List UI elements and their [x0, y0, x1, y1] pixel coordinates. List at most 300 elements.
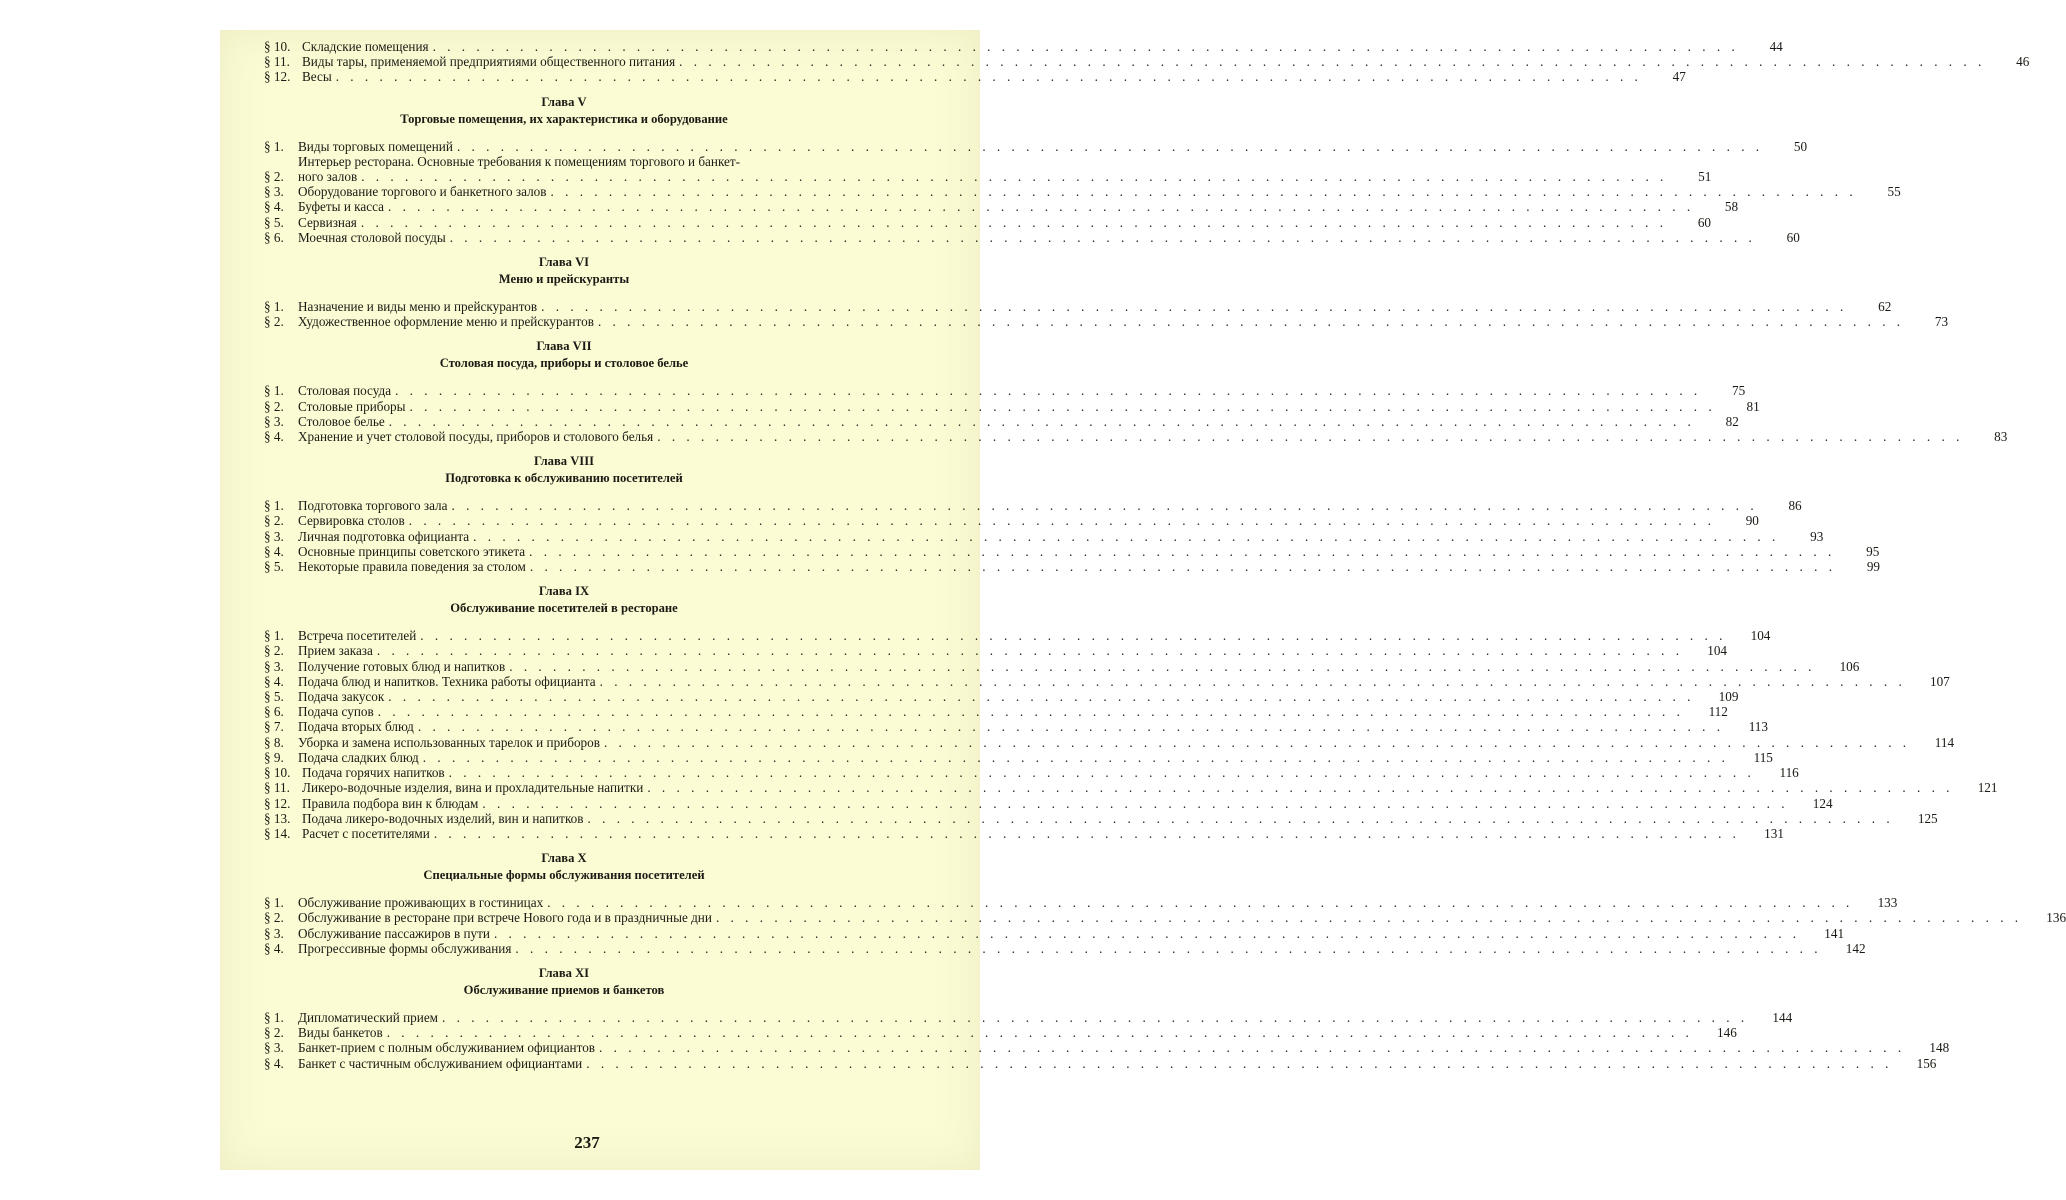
section-number: § 4.	[264, 429, 284, 445]
page-reference: 46	[2016, 54, 2030, 70]
dot-leader: . . . . . . . . . . . . . . . . . . . . . . . . . . . . . . . . . . . . . . . . . . . . . . . . . . . . . . . . . . . . . . . . . . . . . . . . . . . . . . . . . . . . . . . . . .	[409, 398, 1716, 414]
section-title: Весы	[302, 69, 332, 85]
dot-leader: . . . . . . . . . . . . . . . . . . . . . . . . . . . . . . . . . . . . . . . . . . . . . . . . . . . . . . . . . . . . . . . . . . . . . . . . . . . . . . . . . . . . . . . . . .	[432, 39, 1739, 54]
section-title-block	[294, 628, 1726, 643]
toc-entry[interactable]	[264, 498, 1802, 514]
section-number: § 4.	[264, 1055, 284, 1071]
section-title-block	[294, 230, 1756, 245]
section-title: Банкет с частичным обслуживанием официантами	[298, 1055, 583, 1071]
toc-entry[interactable]	[264, 1025, 1737, 1041]
page-reference: 131	[1764, 825, 1784, 841]
section-title-line	[298, 139, 1763, 154]
section-title-block	[294, 735, 1910, 750]
section-title-line	[298, 704, 1684, 719]
section-title-block	[294, 314, 1904, 329]
toc-entry[interactable]	[264, 765, 1799, 781]
section-title-line	[298, 383, 1701, 398]
page-reference: 106	[1839, 658, 1860, 674]
section-title-block	[294, 199, 1694, 214]
section-title-line	[302, 54, 1985, 69]
page-reference: 83	[1994, 429, 2008, 445]
section-title-block	[294, 184, 1857, 199]
section-title: Подача горячих напитков	[302, 765, 445, 781]
section-title-line	[298, 750, 1729, 765]
section-title: Некоторые правила поведения за столом	[298, 559, 526, 575]
section-title-line	[302, 826, 1740, 841]
section-number: § 2.	[264, 643, 284, 659]
section-title-line	[298, 230, 1756, 245]
chapter-heading: Глава XI	[538, 965, 590, 980]
dot-leader: . . . . . . . . . . . . . . . . . . . . . . . . . . . . . . . . . . . . . . . . . . . . . . . . . . . . . . . . . . . . . . . . . . . . . . . . . . . . . . . . . . . . . . . . . .	[473, 528, 1780, 544]
chapter-title: Специальные формы обслуживания посетителей	[423, 868, 705, 883]
section-title-block	[294, 513, 1715, 528]
dot-leader: . . . . . . . . . . . . . . . . . . . . . . . . . . . . . . . . . . . . . . . . . . . . . . . . . . . . . . . . . . . . . . . . . . . . . . . . . . . . . . . . . . . . . . . . . .	[603, 734, 1911, 750]
toc-entry[interactable]	[264, 810, 1938, 826]
toc-entry[interactable]	[264, 643, 1727, 659]
section-title-block	[294, 399, 1716, 414]
chapter-title: Обслуживание посетителей в ресторане	[450, 601, 678, 616]
section-number: § 4.	[264, 673, 284, 689]
section-number: § 5.	[264, 214, 284, 230]
toc-entry[interactable]	[264, 704, 1728, 720]
chapter-header	[264, 339, 904, 371]
chapter-header	[264, 454, 904, 486]
section-title: Художественное оформление меню и прейскурантов	[298, 314, 594, 330]
dot-leader: . . . . . . . . . . . . . . . . . . . . . . . . . . . . . . . . . . . . . . . . . . . . . . . . . . . . . . . . . . . . . . . . . . . . . . . . . . . . . . . . . . . . . . . . . .	[361, 169, 1668, 185]
dot-leader: . . . . . . . . . . . . . . . . . . . . . . . . . . . . . . . . . . . . . . . . . . . . . . . . . . . . . . . . . . . . . . . . . . . . . . . . . . . . . . . . . . . . . . . . . .	[657, 429, 1964, 445]
section-title-block	[298, 69, 1642, 84]
section-title-line	[298, 941, 1822, 956]
dot-leader: . . . . . . . . . . . . . . . . . . . . . . . . . . . . . . . . . . . . . . . . . . . . . . . . . . . . . . . . . . . . . . . . . . . . . . . . . . . . . . . . . . . . . . . . . .	[493, 925, 1801, 941]
page-reference: 75	[1732, 383, 1746, 399]
toc-entry[interactable]	[264, 749, 1773, 765]
section-title-block	[294, 704, 1684, 719]
section-title: Основные принципы советского этикета	[298, 543, 526, 559]
section-title-block	[298, 811, 1894, 826]
toc-entry[interactable]	[264, 925, 1845, 941]
section-title-line	[298, 719, 1724, 734]
section-number: § 3.	[264, 413, 284, 429]
page-reference: 113	[1748, 719, 1768, 735]
section-title-line	[298, 544, 1835, 559]
page-reference: 55	[1887, 184, 1901, 200]
dot-leader: . . . . . . . . . . . . . . . . . . . . . . . . . . . . . . . . . . . . . . . . . . . . . . . . . . . . . . . . . . . . . . . . . . . . . . . . . . . . . . . . . . . . . . . . . .	[515, 940, 1822, 956]
dot-leader: . . . . . . . . . . . . . . . . . . . . . . . . . . . . . . . . . . . . . . . . . . . . . . . . . . . . . . . . . . . . . . . . . . . . . . . . . . . . . . . . . . . . . . . . . .	[386, 1025, 1693, 1041]
page-reference: 114	[1934, 734, 1955, 750]
toc-entry[interactable]	[264, 229, 1800, 245]
section-title: Правила подбора вин к блюдам	[302, 795, 479, 811]
toc-entry[interactable]	[264, 429, 2008, 445]
section-title-block	[294, 299, 1847, 314]
page-number: 237	[574, 1133, 600, 1152]
spacer	[264, 998, 904, 1010]
section-title: Подача ликеро-водочных изделий, вин и напитков	[302, 810, 584, 826]
section-title: Подача закусок	[298, 689, 385, 705]
page-reference: 60	[1786, 229, 1800, 245]
section-number: § 11.	[264, 780, 290, 796]
toc-entry[interactable]	[264, 398, 1760, 414]
section-title: Подача блюд и напитков. Техника работы официанта	[298, 673, 596, 689]
chapter-heading: Глава VII	[536, 339, 592, 354]
section-title-line	[298, 1056, 1892, 1071]
section-title-block	[298, 39, 1739, 54]
dot-leader: . . . . . . . . . . . . . . . . . . . . . . . . . . . . . . . . . . . . . . . . . . . . . . . . . . . . . . . . . . . . . . . . . . . . . . . . . . . . . . . . . . . . . . . . . .	[376, 643, 1683, 659]
toc-entry[interactable]	[264, 1040, 1950, 1056]
dot-leader: . . . . . . . . . . . . . . . . . . . . . . . . . . . . . . . . . . . . . . . . . . . . . . . . . . . . . . . . . . . . . . . . . . . . . . . . . . . . . . . . . . . . . . . . . .	[547, 895, 1854, 911]
section-title-line	[298, 659, 1815, 674]
section-title: Получение готовых блюд и напитков	[298, 658, 506, 674]
toc-entry[interactable]	[264, 1055, 1937, 1071]
page-reference: 58	[1724, 199, 1739, 215]
page-reference: 121	[1977, 780, 1998, 796]
section-title: Столовая посуда	[298, 383, 392, 399]
section-title: Столовое белье	[298, 413, 385, 429]
section-title-block	[298, 780, 1953, 795]
section-title-block	[298, 826, 1740, 841]
dot-leader: . . . . . . . . . . . . . . . . . . . . . . . . . . . . . . . . . . . . . . . . . . . . . . . . . . . . . . . . . . . . . . . . . . . . . . . . . . . . . . . . . . . . . . . . . .	[482, 795, 1789, 811]
toc-entry[interactable]	[264, 39, 1783, 54]
section-title: Обслуживание пассажиров в пути	[298, 925, 490, 941]
section-number: § 4.	[264, 940, 284, 956]
dot-leader: . . . . . . . . . . . . . . . . . . . . . . . . . . . . . . . . . . . . . . . . . . . . . . . . . . . . . . . . . . . . . . . . . . . . . . . . . . . . . . . . . . . . . . . . . .	[422, 749, 1729, 765]
page-reference: 133	[1877, 895, 1898, 911]
spacer	[264, 329, 904, 339]
page-reference: 146	[1717, 1025, 1737, 1041]
toc-entry[interactable]	[264, 940, 1866, 956]
toc-entry[interactable]	[264, 795, 1833, 811]
section-title: Подача вторых блюд	[298, 719, 414, 735]
toc-entry[interactable]	[264, 214, 1712, 230]
page-reference: 148	[1929, 1040, 1950, 1056]
toc-entry[interactable]	[264, 628, 1771, 644]
dot-leader: . . . . . . . . . . . . . . . . . . . . . . . . . . . . . . . . . . . . . . . . . . . . . . . . . . . . . . . . . . . . . . . . . . . . . . . . . . . . . . . . . . . . . . . . . .	[456, 138, 1764, 154]
section-title-continuation: ного залов	[298, 169, 358, 185]
spacer	[264, 956, 904, 966]
toc-entry[interactable]	[264, 734, 1955, 750]
toc-entry[interactable]	[264, 1009, 1793, 1025]
spacer	[264, 883, 904, 895]
page-reference: 109	[1718, 689, 1739, 705]
section-title-line	[302, 811, 1894, 826]
section-title-line	[302, 69, 1642, 84]
page-reference: 104	[1707, 643, 1727, 659]
toc-entry[interactable]	[264, 658, 1860, 674]
section-title-block	[294, 139, 1763, 154]
page-reference: 47	[1672, 69, 1686, 85]
section-title-line	[298, 643, 1683, 658]
section-title-line	[298, 895, 1853, 910]
section-title-block	[294, 750, 1729, 765]
page-reference: 50	[1793, 138, 1808, 154]
section-title: Виды тары, применяемой предприятиями общественного питания	[302, 54, 676, 70]
toc-entry[interactable]	[264, 314, 1949, 330]
chapter-heading: Глава X	[541, 851, 587, 866]
section-title-block	[294, 154, 1667, 184]
section-title-line	[298, 184, 1857, 199]
section-title-line	[302, 780, 1953, 795]
section-number: § 13.	[264, 810, 291, 826]
spacer	[264, 127, 904, 139]
section-title-block	[294, 674, 1906, 689]
toc-entry[interactable]	[264, 184, 1901, 200]
chapter-header	[264, 851, 904, 883]
section-title-block	[294, 643, 1683, 658]
section-title: Расчет с посетителями	[302, 825, 430, 841]
section-title: Буфеты и касса	[298, 199, 384, 215]
toc-entry[interactable]	[264, 559, 1880, 575]
spacer	[264, 574, 904, 584]
section-number: § 6.	[264, 229, 284, 245]
dot-leader: . . . . . . . . . . . . . . . . . . . . . . . . . . . . . . . . . . . . . . . . . . . . . . . . . . . . . . . . . . . . . . . . . . . . . . . . . . . . . . . . . . . . . . . . . .	[433, 825, 1740, 841]
dot-leader: . . . . . . . . . . . . . . . . . . . . . . . . . . . . . . . . . . . . . . . . . . . . . . . . . . . . . . . . . . . . . . . . . . . . . . . . . . . . . . . . . . . . . . . . . .	[417, 719, 1724, 735]
section-number: § 10.	[264, 765, 291, 781]
chapter-heading: Глава IX	[538, 584, 590, 599]
section-title-line	[298, 735, 1910, 750]
dot-leader: . . . . . . . . . . . . . . . . . . . . . . . . . . . . . . . . . . . . . . . . . . . . . . . . . . . . . . . . . . . . . . . . . . . . . . . . . . . . . . . . . . . . . . . . . .	[420, 628, 1727, 644]
dot-leader: . . . . . . . . . . . . . . . . . . . . . . . . . . . . . . . . . . . . . . . . . . . . . . . . . . . . . . . . . . . . . . . . . . . . . . . . . . . . . . . . . . . . . . . . . .	[647, 780, 1954, 796]
section-title-line	[298, 689, 1694, 704]
page-reference: 82	[1725, 413, 1739, 429]
section-number: § 1.	[264, 895, 284, 911]
section-title-line	[302, 765, 1755, 780]
section-title-line	[298, 1010, 1748, 1025]
section-title: Банкет-прием с полным обслуживанием официантов	[298, 1040, 596, 1056]
dot-leader: . . . . . . . . . . . . . . . . . . . . . . . . . . . . . . . . . . . . . . . . . . . . . . . . . . . . . . . . . . . . . . . . . . . . . . . . . . . . . . . . . . . . . . . . . .	[335, 69, 1642, 85]
spacer	[264, 841, 904, 851]
section-title-line	[298, 926, 1800, 941]
page-reference: 90	[1745, 513, 1759, 529]
section-number: § 2.	[264, 314, 284, 330]
section-number: § 3.	[264, 1040, 284, 1056]
section-title: Обслуживание проживающих в гостиницах	[298, 895, 544, 911]
dot-leader: . . . . . . . . . . . . . . . . . . . . . . . . . . . . . . . . . . . . . . . . . . . . . . . . . . . . . . . . . . . . . . . . . . . . . . . . . . . . . . . . . . . . . . . . . .	[599, 1040, 1906, 1056]
toc-entry[interactable]	[264, 719, 1768, 735]
section-title: Интерьер ресторана. Основные требования к помещениям торгового и банкет-	[298, 153, 741, 169]
section-title-line	[298, 199, 1694, 214]
page-reference: 124	[1812, 795, 1833, 811]
dot-leader: . . . . . . . . . . . . . . . . . . . . . . . . . . . . . . . . . . . . . . . . . . . . . . . . . . . . . . . . . . . . . . . . . . . . . . . . . . . . . . . . . . . . . . . . . .	[529, 543, 1836, 559]
spacer	[264, 486, 904, 498]
toc-entry[interactable]	[264, 199, 1739, 215]
toc-entry[interactable]	[264, 910, 2066, 926]
dot-leader: . . . . . . . . . . . . . . . . . . . . . . . . . . . . . . . . . . . . . . . . . . . . . . . . . . . . . . . . . . . . . . . . . . . . . . . . . . . . . . . . . . . . . . . . . .	[550, 184, 1857, 200]
section-title-line	[298, 628, 1726, 643]
section-title-line	[298, 559, 1836, 574]
section-title-block	[294, 529, 1779, 544]
section-title-line	[298, 314, 1904, 329]
section-number: § 1.	[264, 383, 284, 399]
dot-leader: . . . . . . . . . . . . . . . . . . . . . . . . . . . . . . . . . . . . . . . . . . . . . . . . . . . . . . . . . . . . . . . . . . . . . . . . . . . . . . . . . . . . . . . . . .	[597, 314, 1905, 330]
section-title-line	[298, 1040, 1905, 1055]
dot-leader: . . . . . . . . . . . . . . . . . . . . . . . . . . . . . . . . . . . . . . . . . . . . . . . . . . . . . . . . . . . . . . . . . . . . . . . . . . . . . . . . . . . . . . . . . .	[451, 498, 1758, 514]
toc-entry[interactable]	[264, 689, 1739, 705]
section-title: Сервировка столов	[298, 513, 405, 529]
section-title: Назначение и виды меню и прейскурантов	[298, 299, 538, 315]
spacer	[264, 245, 904, 255]
section-number: § 9.	[264, 749, 284, 765]
table-of-contents	[264, 39, 2066, 1071]
chapter-title: Подготовка к обслуживанию посетителей	[445, 471, 683, 486]
dot-leader: . . . . . . . . . . . . . . . . . . . . . . . . . . . . . . . . . . . . . . . . . . . . . . . . . . . . . . . . . . . . . . . . . . . . . . . . . . . . . . . . . . . . . . . . . .	[587, 810, 1894, 826]
spacer	[264, 371, 904, 383]
chapter-heading: Глава VIII	[534, 454, 594, 469]
page-reference: 142	[1845, 940, 1866, 956]
section-title-block	[294, 1025, 1693, 1040]
toc-entry[interactable]	[264, 513, 1759, 529]
page-reference: 99	[1866, 559, 1880, 575]
section-title: Личная подготовка официанта	[298, 528, 470, 544]
section-number: § 4.	[264, 543, 284, 559]
section-title-line	[298, 529, 1779, 544]
section-title-line	[298, 399, 1716, 414]
section-title-block	[294, 414, 1695, 429]
chapter-heading: Глава V	[541, 94, 587, 109]
spacer	[264, 444, 904, 454]
chapter-title: Столовая посуда, приборы и столовое белье	[439, 356, 689, 371]
section-number: § 12.	[264, 69, 291, 85]
page-reference: 93	[1810, 528, 1824, 544]
page-reference: 116	[1779, 765, 1799, 781]
page-reference: 156	[1916, 1055, 1937, 1071]
section-title-block	[294, 1010, 1748, 1025]
page-reference: 51	[1698, 169, 1712, 185]
section-title: Виды торговых помещений	[298, 138, 453, 154]
section-number: § 7.	[264, 719, 284, 735]
section-number: § 2.	[264, 1025, 284, 1041]
section-title-block	[294, 941, 1822, 956]
page-reference: 141	[1824, 925, 1845, 941]
dot-leader: . . . . . . . . . . . . . . . . . . . . . . . . . . . . . . . . . . . . . . . . . . . . . . . . . . . . . . . . . . . . . . . . . . . . . . . . . . . . . . . . . . . . . . . . . .	[388, 413, 1695, 429]
section-title: Складские помещения	[302, 39, 429, 54]
section-title-line	[298, 1025, 1693, 1040]
chapter-header	[264, 95, 904, 127]
section-title-block	[298, 54, 1985, 69]
toc-entry[interactable]	[264, 543, 1880, 559]
section-number: § 3.	[264, 184, 284, 200]
section-title-block	[294, 689, 1694, 704]
page-reference: 73	[1934, 314, 1949, 330]
section-number: § 3.	[264, 925, 284, 941]
page-reference: 125	[1917, 810, 1938, 826]
section-title-block	[294, 215, 1667, 230]
dot-leader: . . . . . . . . . . . . . . . . . . . . . . . . . . . . . . . . . . . . . . . . . . . . . . . . . . . . . . . . . . . . . . . . . . . . . . . . . . . . . . . . . . . . . . . . . .	[449, 229, 1756, 245]
section-title: Виды банкетов	[298, 1025, 383, 1041]
section-title-block	[294, 383, 1701, 398]
section-title: Подача супов	[298, 704, 374, 720]
section-title: Встреча посетителей	[298, 628, 417, 644]
page-reference: 144	[1772, 1009, 1793, 1025]
toc-entry[interactable]	[264, 673, 1950, 689]
toc-entry[interactable]	[264, 69, 1686, 85]
page-reference: 86	[1788, 498, 1802, 514]
section-title-line	[302, 39, 1739, 54]
chapter-heading: Глава VI	[538, 255, 590, 270]
dot-leader: . . . . . . . . . . . . . . . . . . . . . . . . . . . . . . . . . . . . . . . . . . . . . . . . . . . . . . . . . . . . . . . . . . . . . . . . . . . . . . . . . . . . . . . . . .	[715, 910, 2023, 926]
section-number: § 1.	[264, 299, 284, 315]
toc-entry[interactable]	[264, 299, 1892, 315]
toc-entry[interactable]	[264, 383, 1746, 399]
section-title-line	[298, 674, 1906, 689]
spacer	[264, 287, 904, 299]
section-number: § 5.	[264, 689, 284, 705]
section-title-block	[294, 1040, 1905, 1055]
dot-leader: . . . . . . . . . . . . . . . . . . . . . . . . . . . . . . . . . . . . . . . . . . . . . . . . . . . . . . . . . . . . . . . . . . . . . . . . . . . . . . . . . . . . . . . . . .	[442, 1009, 1749, 1025]
toc-entry[interactable]	[264, 54, 2030, 70]
dot-leader: . . . . . . . . . . . . . . . . . . . . . . . . . . . . . . . . . . . . . . . . . . . . . . . . . . . . . . . . . . . . . . . . . . . . . . . . . . . . . . . . . . . . . . . . . .	[388, 689, 1695, 705]
toc-entry[interactable]	[264, 780, 1998, 796]
section-number: § 2.	[264, 169, 284, 185]
page-reference: 112	[1708, 704, 1728, 720]
section-title-line	[298, 414, 1695, 429]
section-title: Хранение и учет столовой посуды, приборов и столового белья	[298, 429, 654, 445]
section-title-block	[294, 498, 1758, 513]
section-number: § 3.	[264, 528, 284, 544]
toc-entry[interactable]	[264, 825, 1784, 841]
toc-entry[interactable]	[264, 153, 1712, 185]
section-title-block	[294, 429, 1963, 444]
spacer	[264, 85, 904, 95]
section-title-line	[298, 299, 1847, 314]
section-title-line	[298, 910, 2022, 925]
section-number: § 6.	[264, 704, 284, 720]
section-title-block	[294, 926, 1800, 941]
section-title: Подготовка торгового зала	[298, 498, 448, 514]
page-reference: 44	[1769, 39, 1783, 54]
section-number: § 2.	[264, 513, 284, 529]
section-title: Ликеро-водочные изделия, вина и прохладительные напитки	[302, 780, 644, 796]
section-number: § 4.	[264, 199, 284, 215]
section-number: § 1.	[264, 1009, 284, 1025]
section-title: Прогрессивные формы обслуживания	[298, 940, 512, 956]
toc-entry[interactable]	[264, 413, 1739, 429]
toc-entry[interactable]	[264, 138, 1808, 154]
section-title: Дипломатический прием	[298, 1009, 439, 1025]
section-title-block	[294, 559, 1836, 574]
section-title-block	[294, 544, 1835, 559]
page-reference: 136	[2046, 910, 2066, 926]
toc-entry[interactable]	[264, 895, 1898, 911]
section-number: § 8.	[264, 734, 284, 750]
section-number: § 1.	[264, 138, 284, 154]
chapter-header	[264, 584, 904, 616]
section-title-block	[294, 910, 2022, 925]
section-title-block	[294, 719, 1724, 734]
section-title: Моечная столовой посуды	[298, 229, 446, 245]
dot-leader: . . . . . . . . . . . . . . . . . . . . . . . . . . . . . . . . . . . . . . . . . . . . . . . . . . . . . . . . . . . . . . . . . . . . . . . . . . . . . . . . . . . . . . . . . .	[395, 383, 1702, 399]
dot-leader: . . . . . . . . . . . . . . . . . . . . . . . . . . . . . . . . . . . . . . . . . . . . . . . . . . . . . . . . . . . . . . . . . . . . . . . . . . . . . . . . . . . . . . . . . .	[529, 559, 1836, 575]
section-title-block	[294, 1056, 1892, 1071]
chapter-header	[264, 966, 904, 998]
dot-leader: . . . . . . . . . . . . . . . . . . . . . . . . . . . . . . . . . . . . . . . . . . . . . . . . . . . . . . . . . . . . . . . . . . . . . . . . . . . . . . . . . . . . . . . . . .	[408, 513, 1715, 529]
dot-leader: . . . . . . . . . . . . . . . . . . . . . . . . . . . . . . . . . . . . . . . . . . . . . . . . . . . . . . . . . . . . . . . . . . . . . . . . . . . . . . . . . . . . . . . . . .	[599, 673, 1906, 689]
page-reference: 81	[1746, 398, 1760, 414]
toc-entry[interactable]	[264, 528, 1824, 544]
section-title-block	[298, 765, 1755, 780]
section-title-block	[294, 895, 1853, 910]
page-reference: 104	[1750, 628, 1771, 644]
dot-leader: . . . . . . . . . . . . . . . . . . . . . . . . . . . . . . . . . . . . . . . . . . . . . . . . . . . . . . . . . . . . . . . . . . . . . . . . . . . . . . . . . . . . . . . . . .	[586, 1055, 1893, 1071]
section-number: § 10.	[264, 39, 291, 54]
section-number: § 1.	[264, 628, 284, 644]
section-title-line	[298, 513, 1715, 528]
section-title: Столовые приборы	[298, 398, 406, 414]
chapter-header	[264, 255, 904, 287]
section-title: Подача сладких блюд	[298, 749, 419, 765]
section-number: § 3.	[264, 658, 284, 674]
page-reference: 115	[1753, 749, 1773, 765]
section-number: § 5.	[264, 559, 284, 575]
section-title: Обслуживание в ресторане при встрече Нового года и в праздничные дни	[298, 910, 712, 926]
